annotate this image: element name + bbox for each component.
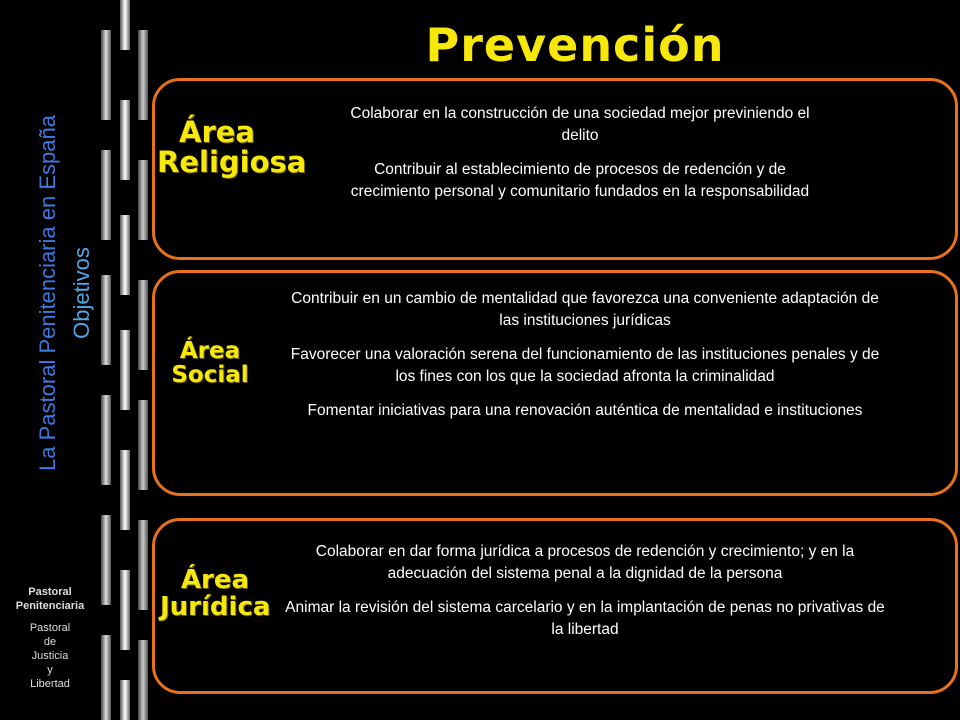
- panel-content: [280, 541, 890, 653]
- panel-label: Área Social: [171, 338, 249, 389]
- panel-area-social: [152, 270, 958, 496]
- panel-label: Área Religiosa: [157, 115, 307, 180]
- brand-sub: Pastoral de Justicia y Libertad: [29, 622, 71, 690]
- objective-text: Colaborar en la construcción de una sociedad mejor previniendo el delito: [350, 105, 810, 144]
- vertical-title: La Pastoral Penitenciaria en España: [35, 114, 60, 471]
- objective-text: Colaborar en dar forma jurídica a procesos de redención y crecimiento; y en la adecuación del sistema penal a la dignidad de la persona: [315, 543, 855, 582]
- vertical-subtitle: Objetivos: [69, 246, 94, 339]
- panel-area-juridica: [152, 518, 958, 694]
- objective-text: Contribuir al establecimiento de procesos de redención y de crecimiento personal y comunitario fundados en la responsabilidad: [350, 161, 810, 200]
- page-title: Prevención: [425, 18, 725, 72]
- brand-main: Pastoral Penitenciaria: [15, 586, 85, 612]
- vertical-title-block: [30, 65, 100, 520]
- objective-text: Contribuir en un cambio de mentalidad que favorezca una conveniente adaptación de las instituciones jurídicas: [291, 290, 879, 329]
- objective-text: Favorecer una valoración serena del funcionamiento de las instituciones penales y de los fines con los que la sociedad afronta la criminalidad: [290, 346, 880, 385]
- panel-content: [280, 288, 890, 434]
- panel-content: [335, 103, 825, 215]
- panel-label: Área Jurídica: [160, 565, 271, 623]
- sidebar-brand: [0, 585, 100, 691]
- objective-text: Animar la revisión del sistema carcelario y en la implantación de penas no privativas de la libertad: [285, 599, 885, 638]
- panel-area-religiosa: [152, 78, 958, 260]
- objective-text: Fomentar iniciativas para una renovación auténtica de mentalidad e instituciones: [307, 402, 863, 419]
